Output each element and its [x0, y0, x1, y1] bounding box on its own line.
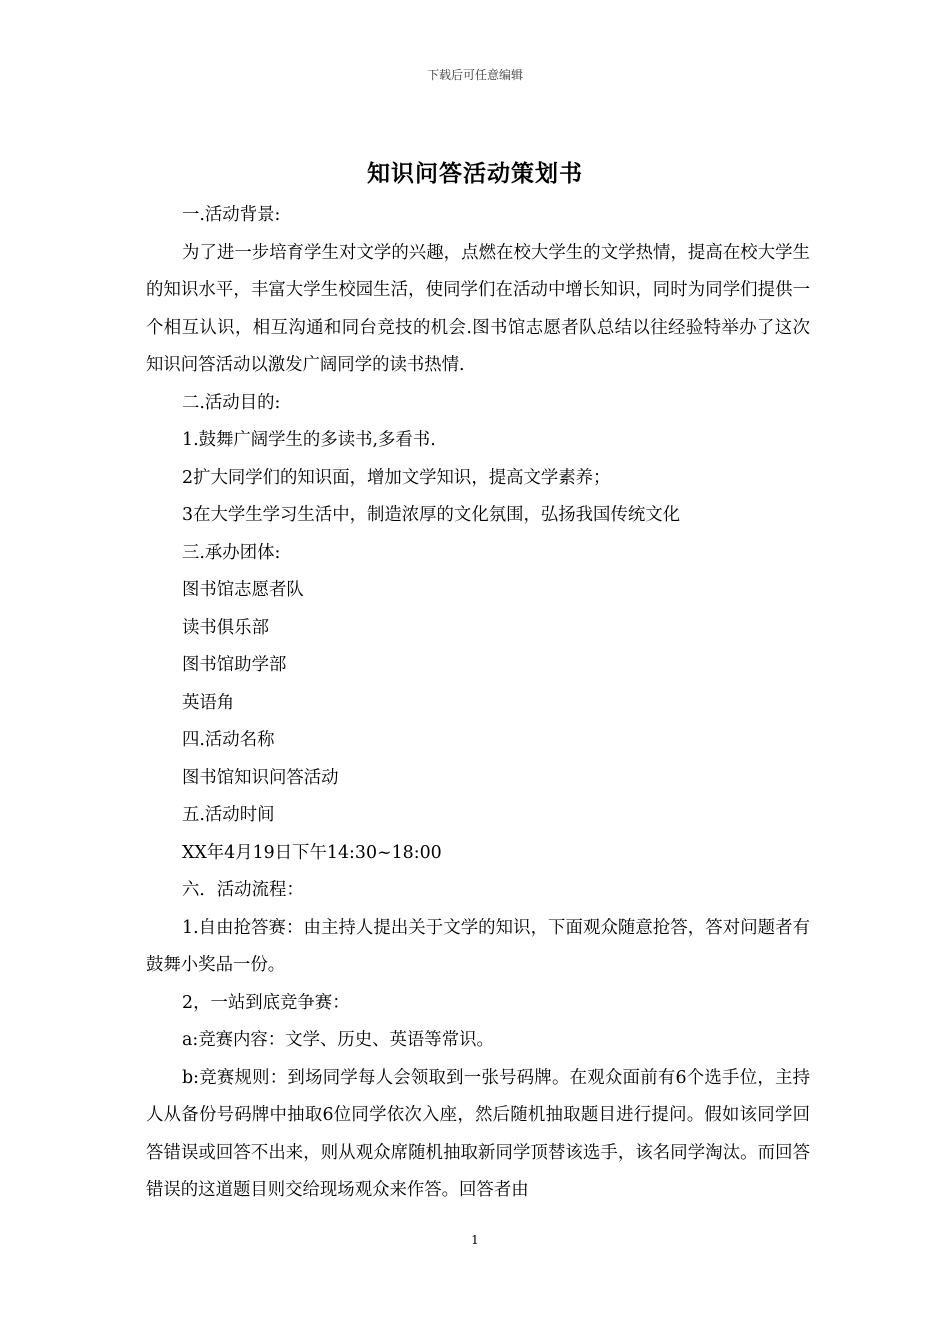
section-heading-purpose: 二.活动目的:: [182, 392, 281, 413]
section-heading-organizers: 三.承办团体:: [182, 542, 281, 563]
organizer-item: 图书馆助学部: [182, 655, 287, 675]
process-item-2a: a:竞赛内容：文学、历史、英语等常识。: [182, 1030, 494, 1050]
process-item-2b: b:竞赛规则：到场同学每人会领取到一张号码牌。在观众面前有6个选手位，主持人从备份号码牌中抽取6位同学依次入座，然后随机抽取题目进行提问。假如该同学回答错误或回答不出来，则从观众席随机抽取新同学顶替该选手，该名同学淘汰。而回答错误的这道题目则交给现场观众来作答。回答者由: [146, 1067, 810, 1200]
purpose-item-1: 1.鼓舞广阔学生的多读书,多看书.: [182, 430, 436, 450]
process-item-1: 1.自由抢答赛：由主持人提出关于文学的知识，下面观众随意抢答，答对问题者有鼓舞小奖品一份。: [146, 917, 810, 975]
section-heading-time: 五.活动时间: [182, 805, 275, 825]
activity-name: 图书馆知识问答活动: [182, 767, 339, 788]
document-title: 知识问答活动策划书: [367, 160, 583, 187]
organizer-item: 图书馆志愿者队: [182, 580, 304, 600]
activity-time: XX年4月19日下午14:30~18:00: [182, 842, 442, 863]
document-body: [146, 197, 810, 1210]
page-number: 1: [471, 1233, 479, 1247]
paragraph-background: 为了进一步培育学生对文学的兴趣，点燃在校大学生的文学热情，提高在校大学生的知识水平，丰富大学生校园生活，使同学们在活动中增长知识，同时为同学们提供一个相互认识，相互沟通和同台竞技的机会.图书馆志愿者队总结以往经验特举办了这次知识问答活动以激发广阔同学的读书热情.: [146, 242, 810, 375]
organizer-item: 读书俱乐部: [182, 617, 269, 638]
section-heading-process: 六．活动流程：: [182, 880, 304, 900]
section-heading-name: 四.活动名称: [182, 730, 275, 750]
section-heading-background: 一.活动背景:: [182, 205, 281, 225]
purpose-item-2: 2扩大同学们的知识面，增加文学知识，提高文学素养；: [182, 467, 611, 488]
organizer-item: 英语角: [182, 692, 235, 713]
purpose-item-3: 3在大学生学习生活中，制造浓厚的文化氛围，弘扬我国传统文化: [182, 505, 681, 525]
page-header: 下载后可任意编辑: [426, 68, 523, 82]
process-item-2: 2，一站到底竞争赛：: [182, 992, 350, 1013]
